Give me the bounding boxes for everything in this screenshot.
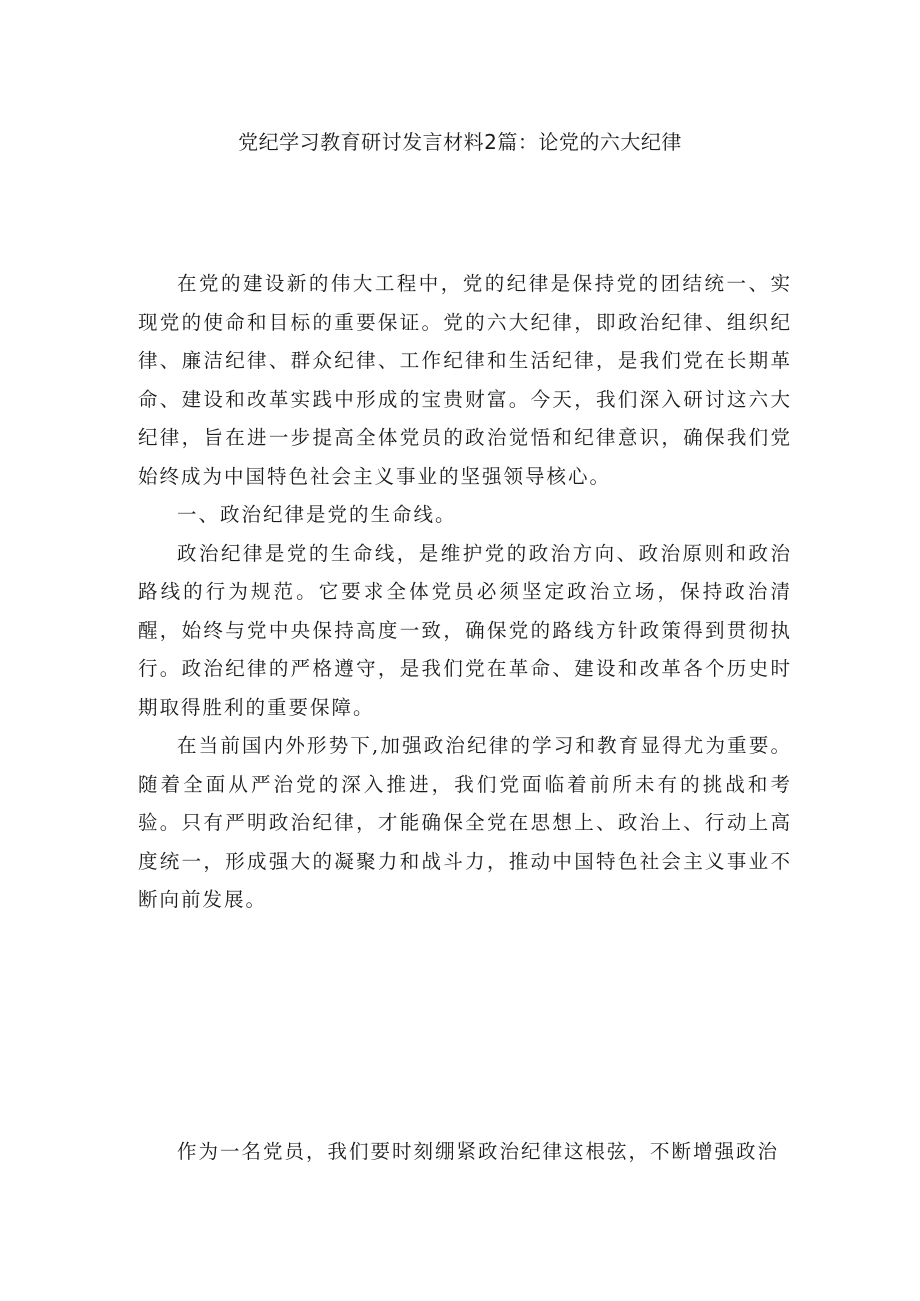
section-heading-political-discipline: 一、政治纪律是党的生命线。 [177, 503, 457, 526]
paragraph-political-discipline: 政治纪律是党的生命线，是维护党的政治方向、政治原则和政治路线的行为规范。它要求全体党员必须坚定政治立场，保持政治清醒，始终与党中央保持高度一致，确保党的路线方针政策得到贯彻执行。政治纪律的严格遵守，是我们党在革命、建设和改革各个历史时期取得胜利的重要保障。 [138, 541, 792, 719]
document-title: 党纪学习教育研讨发言材料2篇：论党的六大纪律 [238, 130, 682, 154]
document-body [138, 265, 792, 920]
paragraph-intro: 在党的建设新的伟大工程中，党的纪律是保持党的团结统一、实现党的使命和目标的重要保证。党的六大纪律，即政治纪律、组织纪律、廉洁纪律、群众纪律、工作纪律和生活纪律，是我们党在长期革命、建设和改革实践中形成的宝贵财富。今天，我们深入研讨这六大纪律，旨在进一步提高全体党员的政治觉悟和纪律意识，确保我们党始终成为中国特色社会主义事业的坚强领导核心。 [138, 272, 792, 488]
paragraph-party-member: 作为一名党员，我们要时刻绷紧政治纪律这根弦，不断增强政治 [177, 1140, 780, 1163]
paragraph-current-situation: 在当前国内外形势下,加强政治纪律的学习和教育显得尤为重要。随着全面从严治党的深入推进，我们党面临着前所未有的挑战和考验。只有严明政治纪律，才能确保全党在思想上、政治上、行动上高度统一，形成强大的凝聚力和战斗力，推动中国特色社会主义事业不断向前发展。 [138, 734, 792, 911]
document-body-continued [138, 1133, 792, 1172]
